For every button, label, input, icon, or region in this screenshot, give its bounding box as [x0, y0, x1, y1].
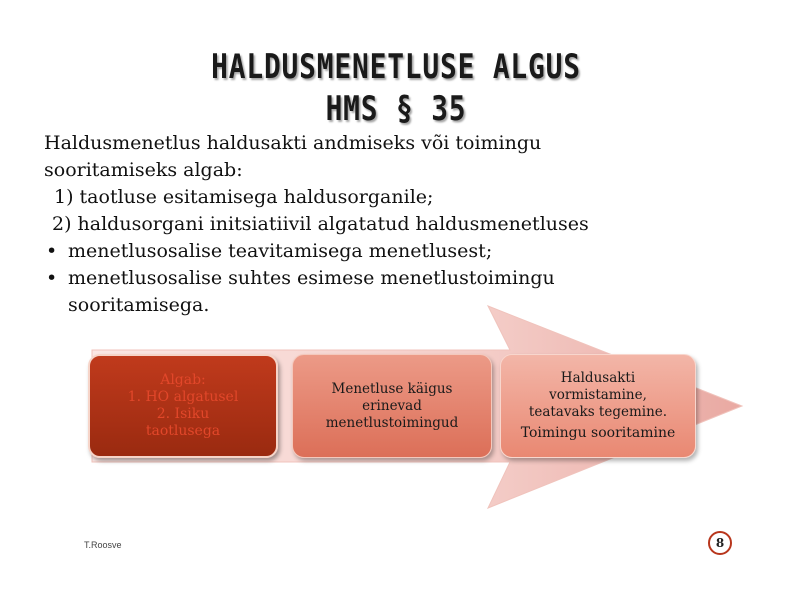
slide-title-line1: HALDUSMENETLUSE ALGUS — [211, 47, 581, 87]
step-box-procedure-line-2: erinevad — [362, 397, 422, 414]
list-item-2: 2) haldusorgani initsiatiivil algatatud haldusmenetluses — [52, 213, 589, 235]
step-box-procedure-line-3: menetlustoimingud — [325, 414, 459, 431]
slide-title-line2: HMS § 35 — [325, 89, 467, 129]
bullet-item-1: • menetlusosalise teavitamisega menetlusest; — [44, 238, 684, 265]
step-box-result-line-2: vormistamine, — [549, 387, 647, 403]
step-box-procedure-line-1: Menetluse käigus — [331, 380, 453, 397]
intro-line-2: sooritamiseks algab: — [44, 159, 243, 181]
intro-line-1: Haldusmenetlus haldusakti andmiseks või toimingu — [44, 132, 542, 154]
step-box-result-line-1: Haldusakti — [560, 370, 636, 386]
step-box-result — [500, 354, 696, 458]
step-box-start-line-4: taotlusega — [145, 423, 221, 439]
step-box-start-line-2: 1. HO algatusel — [127, 389, 239, 405]
step-box-procedure — [292, 354, 492, 458]
step-box-start-line-1: Algab: — [160, 372, 206, 388]
footer-author: T.Roosve — [84, 540, 122, 550]
bullet-item-2-continuation: sooritamisega. — [68, 294, 210, 316]
step-box-result-line-4: Toimingu sooritamine — [520, 425, 676, 441]
bullet-item-2: • menetlusosalise suhtes esimese menetlustoimingu — [44, 265, 684, 292]
list-item-1: 1) taotluse esitamisega haldusorganile; — [54, 186, 434, 208]
step-box-start-line-3: 2. Isiku — [156, 406, 210, 422]
step-box-start — [88, 354, 278, 458]
page-number-badge: 8 — [708, 531, 732, 555]
step-box-result-line-3: teatavaks tegemine. — [528, 404, 668, 420]
